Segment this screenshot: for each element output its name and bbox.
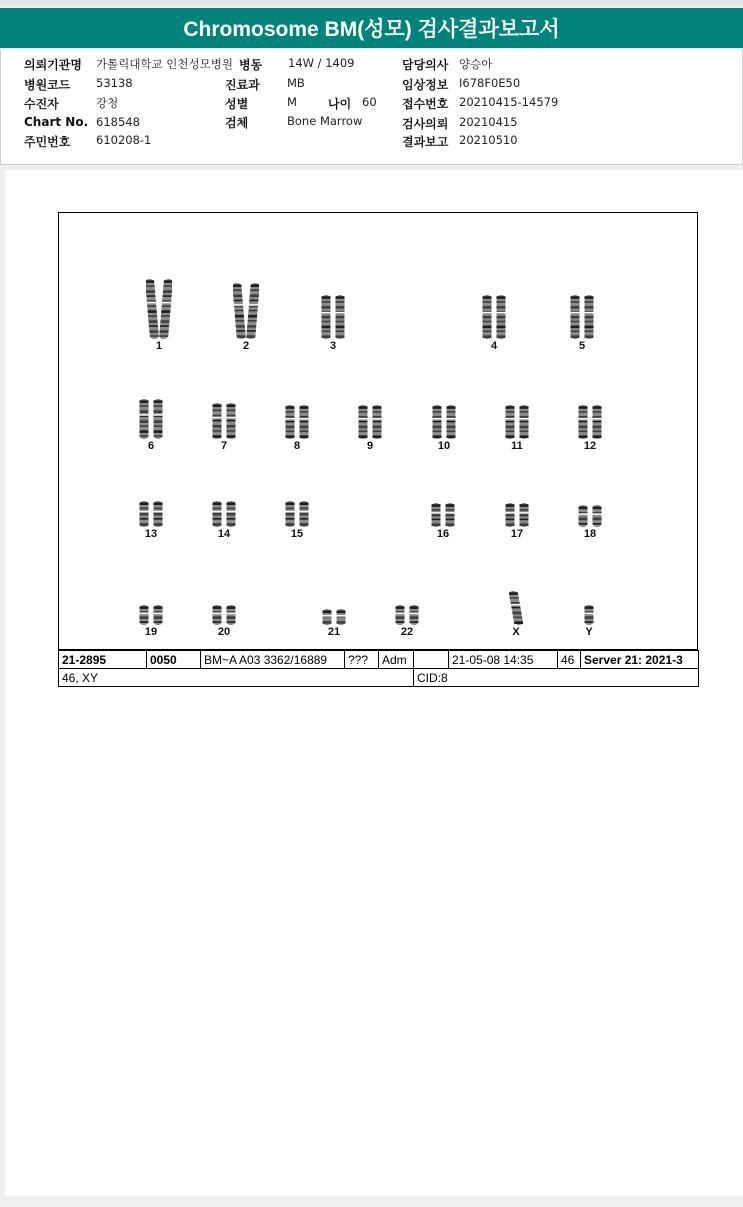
value-sex: M [287,95,297,109]
chromosome-label: 1 [155,340,163,352]
chromosome-label: 10 [437,440,451,452]
label-specimen: 검체 [225,116,249,130]
chromosome-image [357,405,383,439]
karyotype-result: 46, XY [59,669,414,687]
chromosome-19 [131,605,171,638]
karyogram-info-row [59,651,699,669]
chromosome-22 [387,605,427,638]
label-sex: 성별 [225,97,249,111]
label-resident-number: 주민번호 [24,135,71,149]
chromosome-20 [204,605,244,638]
value-attending-physician: 양승아 [459,57,493,71]
chromosome-13 [131,501,171,540]
chromosome-15 [277,501,317,540]
chromosome-image [284,501,310,527]
patient-info-panel [0,50,743,165]
chromosome-image [211,605,237,625]
chromosome-image [321,609,347,625]
chromosome-image [504,503,530,527]
chromosome-image [138,501,164,527]
value-clinical-info: I678F0E50 [459,76,521,90]
value-requesting-institution: 가톨릭대학교 인천성모병원 [96,57,233,71]
slide-number: 0050 [147,651,201,669]
report-title-bar [0,8,743,48]
value-receipt-number: 20210415-14579 [459,95,559,109]
chromosome-label: 5 [578,340,586,352]
chromosome-3 [313,295,353,352]
chromosome-9 [350,405,390,452]
operator: Adm [379,651,414,669]
chromosome-label: 2 [242,340,250,352]
chromosome-7 [204,403,244,452]
capture-datetime: 21-05-08 14:35 [449,651,558,669]
value-result-reported: 20210510 [459,133,518,147]
value-patient-name: 강청 [96,96,119,110]
chromosome-image [481,295,507,339]
chromosome-image [509,591,523,625]
chromosome-18 [570,505,610,540]
value-department: MB [287,76,305,90]
label-age: 나이 [328,97,352,111]
value-age: 60 [362,95,377,109]
chromosome-label: 11 [511,440,523,452]
label-chart-no: Chart No. [24,115,89,129]
unknown-field: ??? [345,651,379,669]
label-department: 진료과 [225,78,260,92]
report-title: Chromosome BM(성모) 검사결과보고서 [183,18,560,41]
chromosome-6 [131,399,171,452]
chromosome-1 [139,279,179,352]
chromosome-11 [497,405,537,452]
chromosome-image [431,405,457,439]
chromosome-21 [314,609,354,638]
value-resident-number: 610208-1 [96,133,152,147]
chromosome-label: 7 [220,440,228,452]
chromosome-label: 6 [147,440,155,452]
value-ward: 14W / 1409 [288,56,355,70]
chromosome-5 [562,295,602,352]
chromosome-label: Y [585,626,593,638]
chromosome-16 [423,503,463,540]
chromosome-image [504,405,530,439]
chromosome-label: 12 [583,440,597,452]
chromosome-image [211,501,237,527]
empty-field [414,651,449,669]
chromosome-label: X [512,626,520,638]
chromosome-label: 3 [329,340,337,352]
chromosome-label: 17 [510,528,524,540]
chromosome-label: 15 [290,528,304,540]
chromosome-image [394,605,420,625]
label-requesting-institution: 의뢰기관명 [24,58,82,72]
label-test-requested: 검사의뢰 [402,117,449,131]
chromosome-count: 46 [558,651,581,669]
chromosome-label: 9 [366,440,374,452]
chromosome-label: 21 [327,626,341,638]
chromosome-image [138,399,164,439]
case-number: 21-2895 [59,651,147,669]
value-hospital-code: 53138 [96,76,133,90]
chromosome-label: 8 [293,440,301,452]
chromosome-label: 18 [583,528,597,540]
value-specimen: Bone Marrow [287,114,363,128]
chromosome-label: 14 [217,528,231,540]
chromosome-4 [474,295,514,352]
chromosome-label: 16 [436,528,450,540]
chromosome-12 [570,405,610,452]
chromosome-8 [277,405,317,452]
chromosome-image [284,405,310,439]
label-hospital-code: 병원코드 [24,78,71,92]
chromosome-image [430,503,456,527]
label-receipt-number: 접수번호 [402,97,449,111]
chromosome-10 [424,405,464,452]
chromosome-x [496,591,536,638]
chromosome-2 [226,283,266,352]
chromosome-image [320,295,346,339]
chromosome-image [582,605,596,625]
chromosome-image [233,283,259,339]
server-id: Server 21: 2021-3 [581,651,699,669]
chromosome-image [577,505,603,527]
chromosome-y [569,605,609,638]
chromosome-image [211,403,237,439]
chromosome-label: 19 [144,626,158,638]
label-patient-name: 수진자 [24,97,59,111]
chromosome-label: 20 [217,626,231,638]
chromosome-image [138,605,164,625]
top-strip [0,0,743,6]
chromosome-17 [497,503,537,540]
value-chart-no: 618548 [96,115,140,129]
value-test-requested: 20210415 [459,115,518,129]
label-clinical-info: 임상정보 [402,78,449,92]
label-result-reported: 결과보고 [402,135,449,149]
chromosome-image [569,295,595,339]
chromosome-label: 13 [144,528,158,540]
label-attending-physician: 담당의사 [402,58,449,72]
chromosome-image [146,279,172,339]
chromosome-14 [204,501,244,540]
karyotype-result-row [59,669,699,687]
cell-id: CID:8 [414,669,699,687]
chromosome-image [577,405,603,439]
specimen-cell-id: BM~A A03 3362/16889 [201,651,345,669]
chromosome-label: 4 [490,340,498,352]
karyogram-image [58,212,698,650]
chromosome-label: 22 [400,626,414,638]
karyogram-info-table [58,650,699,687]
label-ward: 병동 [239,58,263,72]
